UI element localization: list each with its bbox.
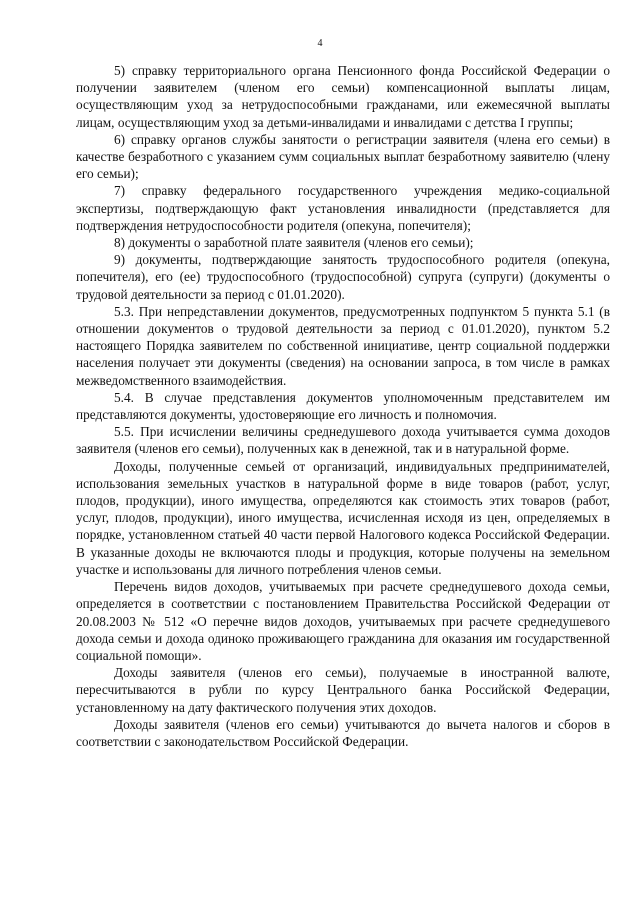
paragraph-item-6: 6) справку органов службы занятости о регистрации заявителя (члена его семьи) в качестве безработного с указанием сумм социальных выплат безработному заявителю (члену его семьи);	[76, 131, 610, 182]
paragraph-5-4: 5.4. В случае представления документов уполномоченным представителем им представляются документы, удостоверяющие его личность и полномочия.	[76, 389, 610, 423]
document-body	[76, 62, 610, 750]
paragraph-foreign-currency: Доходы заявителя (членов его семьи), получаемые в иностранной валюте, пересчитываются в рубли по курсу Центрального банка Российской Федерации, установленному на дату фактического получения этих доходов.	[76, 665, 610, 715]
page-number: 4	[317, 38, 323, 49]
paragraph-item-9: 9) документы, подтверждающие занятость трудоспособного родителя (опекуна, попечителя), его (ее) трудоспособного (трудоспособной) супруга (супруги) (документы о трудовой деятельности за период с 01.01.2020).	[76, 252, 610, 302]
paragraph-income-in-kind: Доходы, полученные семьей от организаций, индивидуальных предпринимателей, использования земельных участков в натуральной форме в виде товаров (работ, услуг, плодов, продукции), иного имущества, определяются как стоимость этих товаров (работ, услуг, плодов, продукции), иного имущества, исчисленная исходя из цен, определяемых в порядке, установленном статьей 40 части первой Налогового кодекса Российской Федерации. В указанные доходы не включаются плоды и продукция, которые получены на земельном участке и использованы для личного потребления членов семьи.	[76, 458, 610, 577]
paragraph-item-5: 5) справку территориального органа Пенсионного фонда Российской Федерации о получении заявителем (членом его семьи) компенсационной выплаты лицам, осуществляющим уход за нетрудоспособными гражданами, или ежемесячной выплаты лицам, осуществляющим уход за детьми-инвалидами и инвалидами с детства I группы;	[76, 63, 610, 130]
paragraph-item-8: 8) документы о заработной плате заявителя (членов его семьи);	[114, 235, 474, 251]
paragraph-5-3: 5.3. При непредставлении документов, предусмотренных подпунктом 5 пункта 5.1 (в отношении документов о трудовой деятельности за период с 01.01.2020), пунктом 5.2 настоящего Порядка заявителем по собственной инициативе, центр социальной поддержки населения получает эти документы (сведения) на основании запроса, в том числе в рамках межведомственного взаимодействия.	[76, 303, 610, 388]
paragraph-income-types-list: Перечень видов доходов, учитываемых при расчете среднедушевого дохода семьи, определяется в соответствии с постановлением Правительства Российской Федерации от 20.08.2003 № 512 «О перечне видов доходов, учитываемых при расчете среднедушевого дохода семьи и дохода одиноко проживающего гражданина для оказания им государственной социальной помощи».	[76, 579, 610, 663]
paragraph-5-5: 5.5. При исчислении величины среднедушевого дохода учитывается сумма доходов заявителя (членов его семьи), полученных как в денежной, так и в натуральной форме.	[76, 424, 610, 457]
paragraph-item-7: 7) справку федерального государственного учреждения медико-социальной экспертизы, подтверждающую факт установления инвалидности (представляется для подтверждения нетрудоспособности родителя (опекуна, попечителя);	[76, 183, 610, 233]
paragraph-before-taxes: Доходы заявителя (членов его семьи) учитываются до вычета налогов и сборов в соответствии с законодательством Российской Федерации.	[76, 716, 610, 749]
